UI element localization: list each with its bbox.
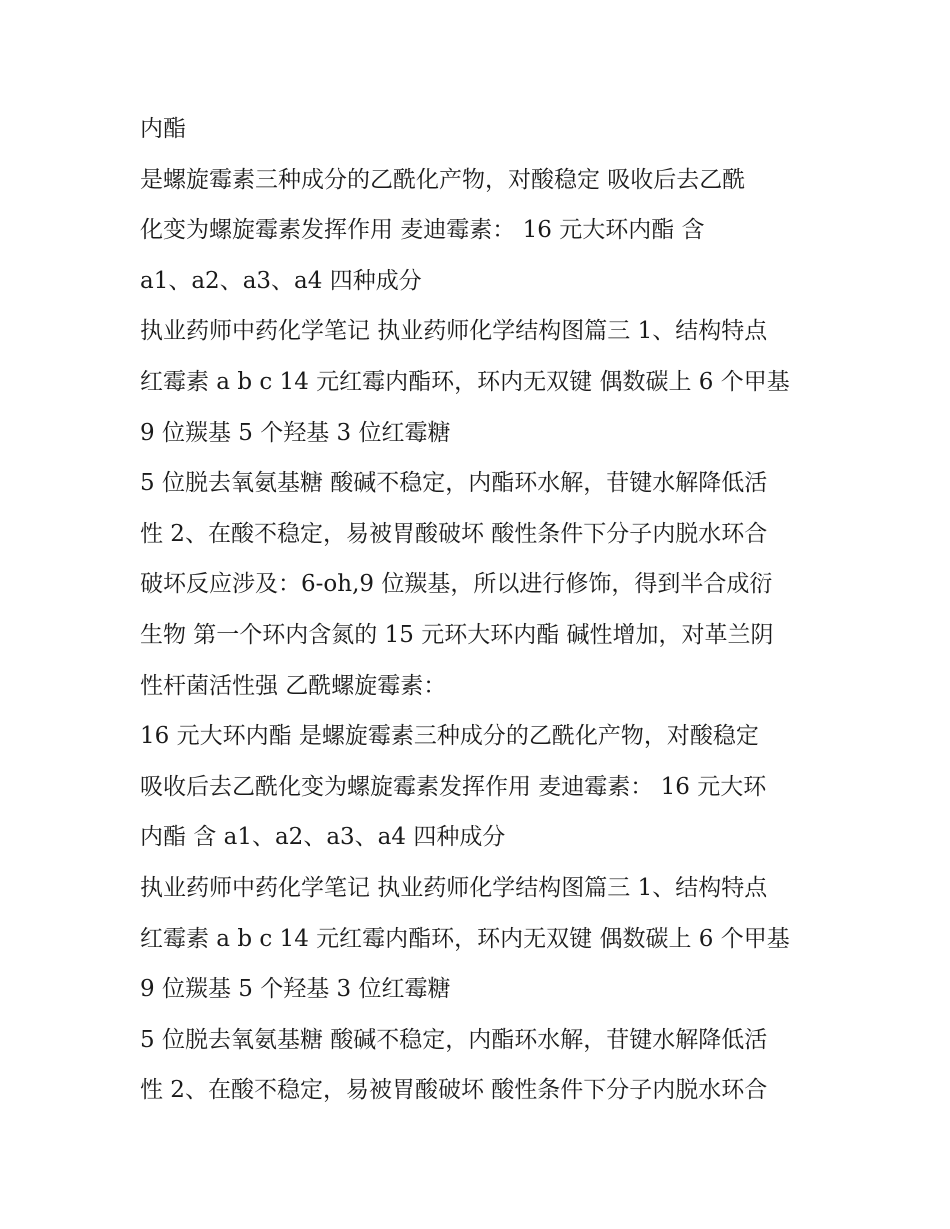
text-line-6: 红霉素 a b c 14 元红霉内酯环，环内无双键 偶数碳上 6 个甲基 (140, 368, 790, 395)
text-line-19: 5 位脱去氧氨基糖 酸碱不稳定，内酯环水解，苷键水解降低活 (140, 1026, 768, 1053)
text-line-18: 9 位羰基 5 个羟基 3 位红霉糖 (140, 976, 451, 1003)
text-line-8: 5 位脱去氧氨基糖 酸碱不稳定，内酯环水解，苷键水解降低活 (140, 470, 768, 497)
document-body (140, 104, 820, 1116)
text-line-5: 执业药师中药化学笔记 执业药师化学结构图篇三 1、结构特点 (140, 318, 768, 345)
text-line-1: 内酯 (140, 116, 186, 142)
text-line-16: 执业药师中药化学笔记 执业药师化学结构图篇三 1、结构特点 (140, 874, 768, 901)
text-line-14: 吸收后去乙酰化变为螺旋霉素发挥作用 麦迪霉素： 16 元大环 (140, 773, 767, 800)
text-line-11: 生物 第一个环内含氮的 15 元环大环内酯 碱性增加，对革兰阴 (140, 621, 774, 648)
text-line-15: 内酯 含 a1、a2、a3、a4 四种成分 (140, 824, 506, 851)
text-line-10: 破坏反应涉及：6-oh,9 位羰基，所以进行修饰，得到半合成衍 (140, 571, 773, 598)
text-line-3: 化变为螺旋霉素发挥作用 麦迪霉素： 16 元大环内酯 含 (140, 217, 705, 244)
text-line-20: 性 2、在酸不稳定，易被胃酸破坏 酸性条件下分子内脱水环合 (140, 1077, 768, 1104)
text-line-2: 是螺旋霉素三种成分的乙酰化产物，对酸稳定 吸收后去乙酰 (140, 166, 746, 193)
text-line-9: 性 2、在酸不稳定，易被胃酸破坏 酸性条件下分子内脱水环合 (140, 520, 768, 547)
text-line-12: 性杆菌活性强 乙酰螺旋霉素： (140, 672, 447, 699)
text-line-17: 红霉素 a b c 14 元红霉内酯环，环内无双键 偶数碳上 6 个甲基 (140, 925, 790, 952)
text-line-4: a1、a2、a3、a4 四种成分 (140, 267, 422, 294)
text-line-7: 9 位羰基 5 个羟基 3 位红霉糖 (140, 419, 451, 446)
text-line-13: 16 元大环内酯 是螺旋霉素三种成分的乙酰化产物，对酸稳定 (140, 723, 759, 750)
